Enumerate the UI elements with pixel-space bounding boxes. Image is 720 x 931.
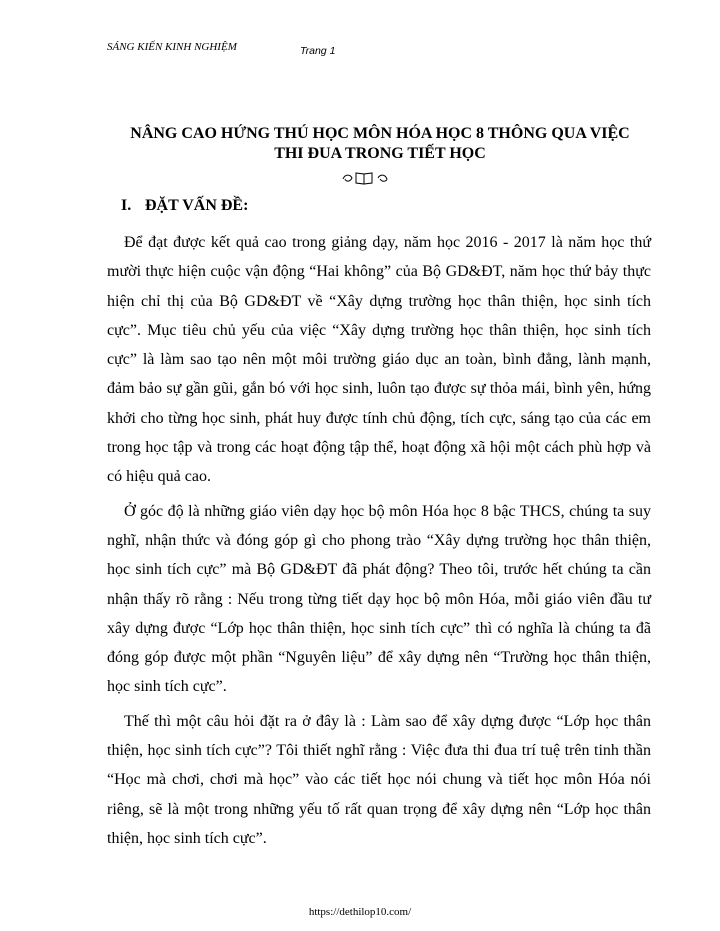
section-heading	[121, 197, 248, 215]
book-ornament-icon	[340, 170, 390, 186]
section-title: ĐẶT VẤN ĐỀ:	[145, 197, 249, 214]
paragraph-1: Để đạt được kết quả cao trong giảng dạy, năm học 2016 - 2017 là năm học thứ mười thực hiện cuộc vận động “Hai không” của Bộ GD&ĐT, năm học thứ bảy thực hiện chỉ thị của Bộ GD&ĐT về “Xây dựng trường học thân thiện, học sinh tích cực”. Mục tiêu chủ yếu của việc “Xây dựng trường học thân thiện, học sinh tích cực” là làm sao tạo nên một môi trường giáo dục an toàn, bình đẳng, lành mạnh, đảm bảo sự gần gũi, gắn bó với học sinh, luôn tạo được sự thỏa mái, bình yên, hứng khởi cho từng học sinh, phát huy được tính chủ động, tích cực, sáng tạo của các em trong học tập và trong các hoạt động tập thể, hoạt động xã hội một cách phù hợp và có hiệu quả cao.	[107, 234, 651, 486]
paragraph-2: Ở góc độ là những giáo viên dạy học bộ môn Hóa học 8 bậc THCS, chúng ta suy nghĩ, nhận thức và đóng góp gì cho phong trào “Xây dựng trường học thân thiện, học sinh tích cực” mà Bộ GD&ĐT đã phát động? Theo tôi, trước hết chúng ta cần nhận thấy rõ rằng : Nếu trong từng tiết dạy học bộ môn Hóa, mỗi giáo viên đầu tư xây dựng được “Lớp học thân thiện, học sinh tích cực” thì có nghĩa là chúng ta đã đóng góp được một phần “Nguyên liệu” để xây dựng nên “Trường học thân thiện, học sinh tích cực”.	[107, 502, 651, 696]
document-title	[100, 124, 660, 164]
body-text	[107, 228, 651, 858]
running-header	[107, 41, 336, 57]
section-number: I.	[121, 197, 132, 214]
page-number: Trang 1	[300, 45, 336, 57]
running-title: SÁNG KIẾN KINH NGHIỆM	[107, 41, 237, 53]
footer-url: https://dethilop10.com/	[308, 906, 412, 918]
paragraph-3: Thế thì một câu hỏi đặt ra ở đây là : Làm sao để xây dựng được “Lớp học thân thiện, học sinh tích cực”? Tôi thiết nghĩ rằng : Việc đưa thi đua trí tuệ trên tinh thần “Học mà chơi, chơi mà học” vào các tiết học nói chung và tiết học môn Hóa nói riêng, sẽ là một trong những yếu tố rất quan trọng để xây dựng nên “Lớp học thân thiện, học sinh tích cực”.	[107, 712, 651, 847]
title-line-1: NÂNG CAO HỨNG THÚ HỌC MÔN HÓA HỌC 8 THÔNG QUA VIỆC	[130, 125, 630, 142]
title-line-2: THI ĐUA TRONG TIẾT HỌC	[274, 145, 486, 162]
